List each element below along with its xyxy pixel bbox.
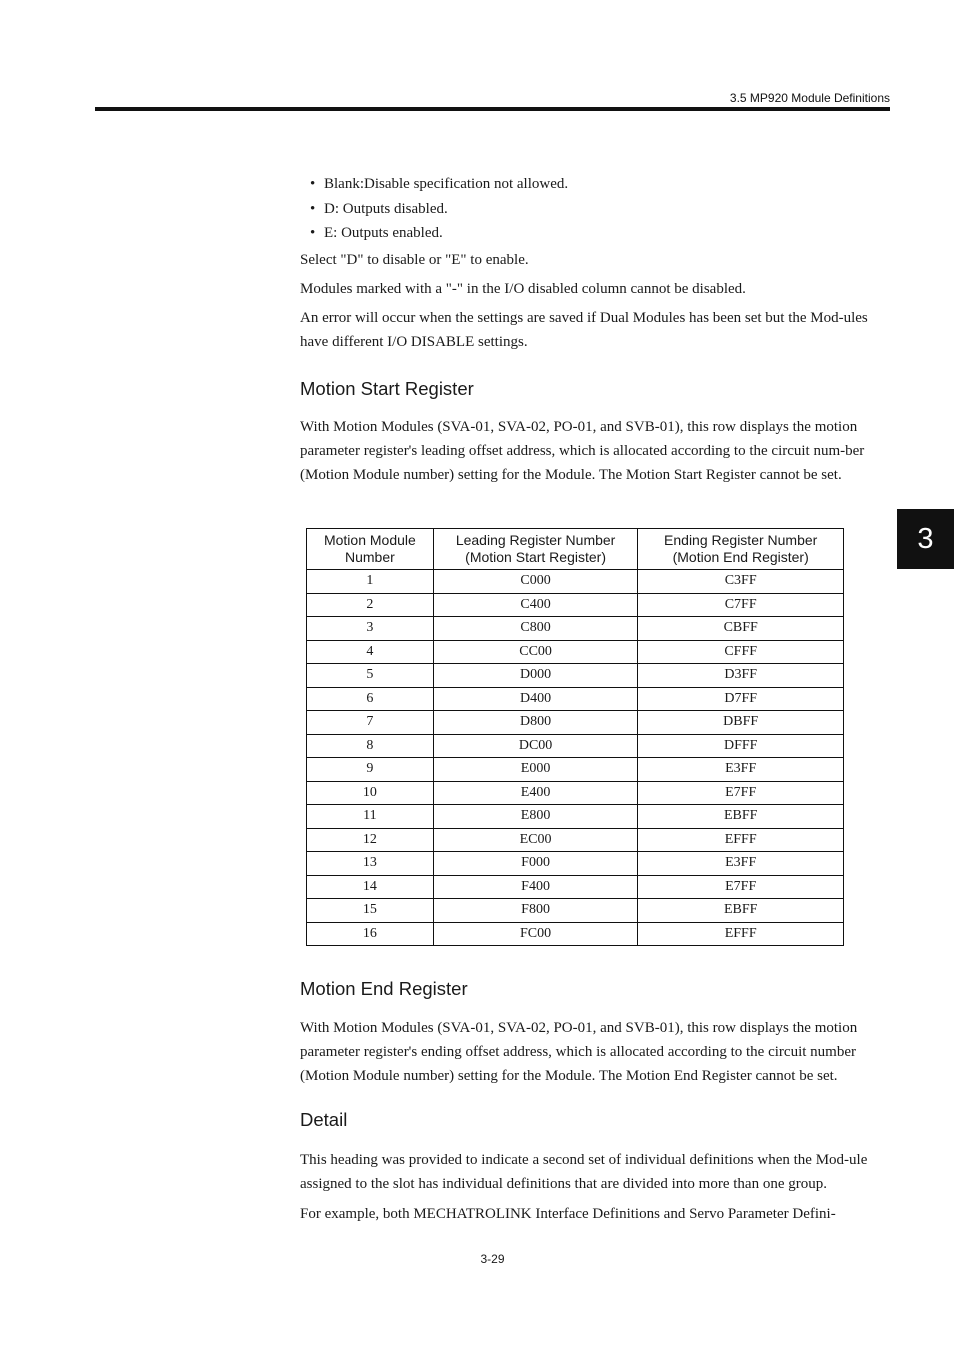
- table-cell: 1: [307, 570, 434, 594]
- table-cell: C3FF: [638, 570, 844, 594]
- table-cell: 13: [307, 852, 434, 876]
- table-cell: EC00: [433, 828, 638, 852]
- table-cell: C7FF: [638, 593, 844, 617]
- paragraph: For example, both MECHATROLINK Interface Definitions and Servo Parameter Defini-: [300, 1206, 836, 1222]
- table-cell: 2: [307, 593, 434, 617]
- paragraph: Modules marked with a "-" in the I/O disabled column cannot be disabled.: [300, 280, 746, 297]
- table-row: [307, 805, 844, 829]
- table-row: [307, 687, 844, 711]
- table-cell: F000: [433, 852, 638, 876]
- table-cell: E3FF: [638, 758, 844, 782]
- register-table: [306, 528, 844, 946]
- table-cell: C000: [433, 570, 638, 594]
- table-cell: 6: [307, 687, 434, 711]
- table-row: [307, 640, 844, 664]
- table-cell: E800: [433, 805, 638, 829]
- table-cell: E400: [433, 781, 638, 805]
- table-cell: 3: [307, 617, 434, 641]
- table-cell: 12: [307, 828, 434, 852]
- table-row: [307, 570, 844, 594]
- table-cell: E3FF: [638, 852, 844, 876]
- page-number: 3-29: [480, 1252, 505, 1266]
- table-cell: C800: [433, 617, 638, 641]
- table-cell: E7FF: [638, 875, 844, 899]
- table-cell: 8: [307, 734, 434, 758]
- table-cell: CC00: [433, 640, 638, 664]
- table-cell: CBFF: [638, 617, 844, 641]
- table-row: [307, 734, 844, 758]
- header-rule: [95, 107, 890, 111]
- table-cell: F400: [433, 875, 638, 899]
- paragraph: This heading was provided to indicate a second set of individual definitions when the Mod-ule assigned to the slot has individual definitions that are divided into more than one group.: [300, 1152, 868, 1192]
- list-item: • E: Outputs enabled.: [310, 225, 443, 241]
- table-row: [307, 899, 844, 923]
- table-row: [307, 922, 844, 946]
- paragraph: An error will occur when the settings are saved if Dual Modules has been set but the Mod-ules have different I/O DISABLE settings.: [300, 309, 868, 350]
- table-cell: DFFF: [638, 734, 844, 758]
- table-cell: 7: [307, 711, 434, 735]
- section-heading-motion-end: Motion End Register: [300, 978, 468, 999]
- table-row: [307, 758, 844, 782]
- table-cell: EBFF: [638, 899, 844, 923]
- table-row: [307, 664, 844, 688]
- table-row: [307, 781, 844, 805]
- table-cell: DC00: [433, 734, 638, 758]
- table-cell: F800: [433, 899, 638, 923]
- table-cell: D3FF: [638, 664, 844, 688]
- running-header: 3.5 MP920 Module Definitions: [729, 91, 890, 105]
- table-cell: D7FF: [638, 687, 844, 711]
- section-heading-motion-start: Motion Start Register: [300, 377, 474, 399]
- list-item: • Blank:Disable specification not allowed.: [310, 176, 569, 192]
- list-item: • D: Outputs disabled.: [310, 200, 448, 217]
- table-cell: 10: [307, 781, 434, 805]
- table-cell: C400: [433, 593, 638, 617]
- table-row: [307, 593, 844, 617]
- table-row: [307, 711, 844, 735]
- table-cell: 5: [307, 664, 434, 688]
- table-cell: 4: [307, 640, 434, 664]
- table-cell: E7FF: [638, 781, 844, 805]
- section-heading-detail: Detail: [300, 1109, 348, 1130]
- table-cell: FC00: [433, 922, 638, 946]
- table-row: [307, 875, 844, 899]
- chapter-tab: 3: [897, 509, 954, 569]
- table-cell: D000: [433, 664, 638, 688]
- table-cell: EBFF: [638, 805, 844, 829]
- paragraph: Select "D" to disable or "E" to enable.: [300, 251, 529, 268]
- table-cell: EFFF: [638, 922, 844, 946]
- table-cell: D800: [433, 711, 638, 735]
- table-cell: CFFF: [638, 640, 844, 664]
- table-row: [307, 852, 844, 876]
- bullet-list: [300, 172, 890, 246]
- table-cell: EFFF: [638, 828, 844, 852]
- table-row: [307, 617, 844, 641]
- table-cell: E000: [433, 758, 638, 782]
- table-cell: DBFF: [638, 711, 844, 735]
- paragraph: With Motion Modules (SVA-01, SVA-02, PO-01, and SVB-01), this row displays the motion parameter register's leading offset address, which is allocated according to the circuit num-ber (Motion Module number) setting for the Module. The Motion Start Register cannot be set.: [300, 418, 865, 483]
- column-header: Motion Module Number: [307, 529, 434, 570]
- table-cell: D400: [433, 687, 638, 711]
- paragraph: With Motion Modules (SVA-01, SVA-02, PO-01, and SVB-01), this row displays the motion parameter register's ending offset address, which is allocated according to the circuit number (Motion Module number) setting for the Module. The Motion End Register cannot be set.: [300, 1020, 858, 1084]
- table-row: [307, 828, 844, 852]
- table-cell: 15: [307, 899, 434, 923]
- table-header-row: [307, 529, 844, 570]
- table-cell: 14: [307, 875, 434, 899]
- column-header: Ending Register Number (Motion End Register): [638, 529, 844, 570]
- table-cell: 9: [307, 758, 434, 782]
- table-cell: 11: [307, 805, 434, 829]
- table-cell: 16: [307, 922, 434, 946]
- column-header: Leading Register Number (Motion Start Register): [433, 529, 638, 570]
